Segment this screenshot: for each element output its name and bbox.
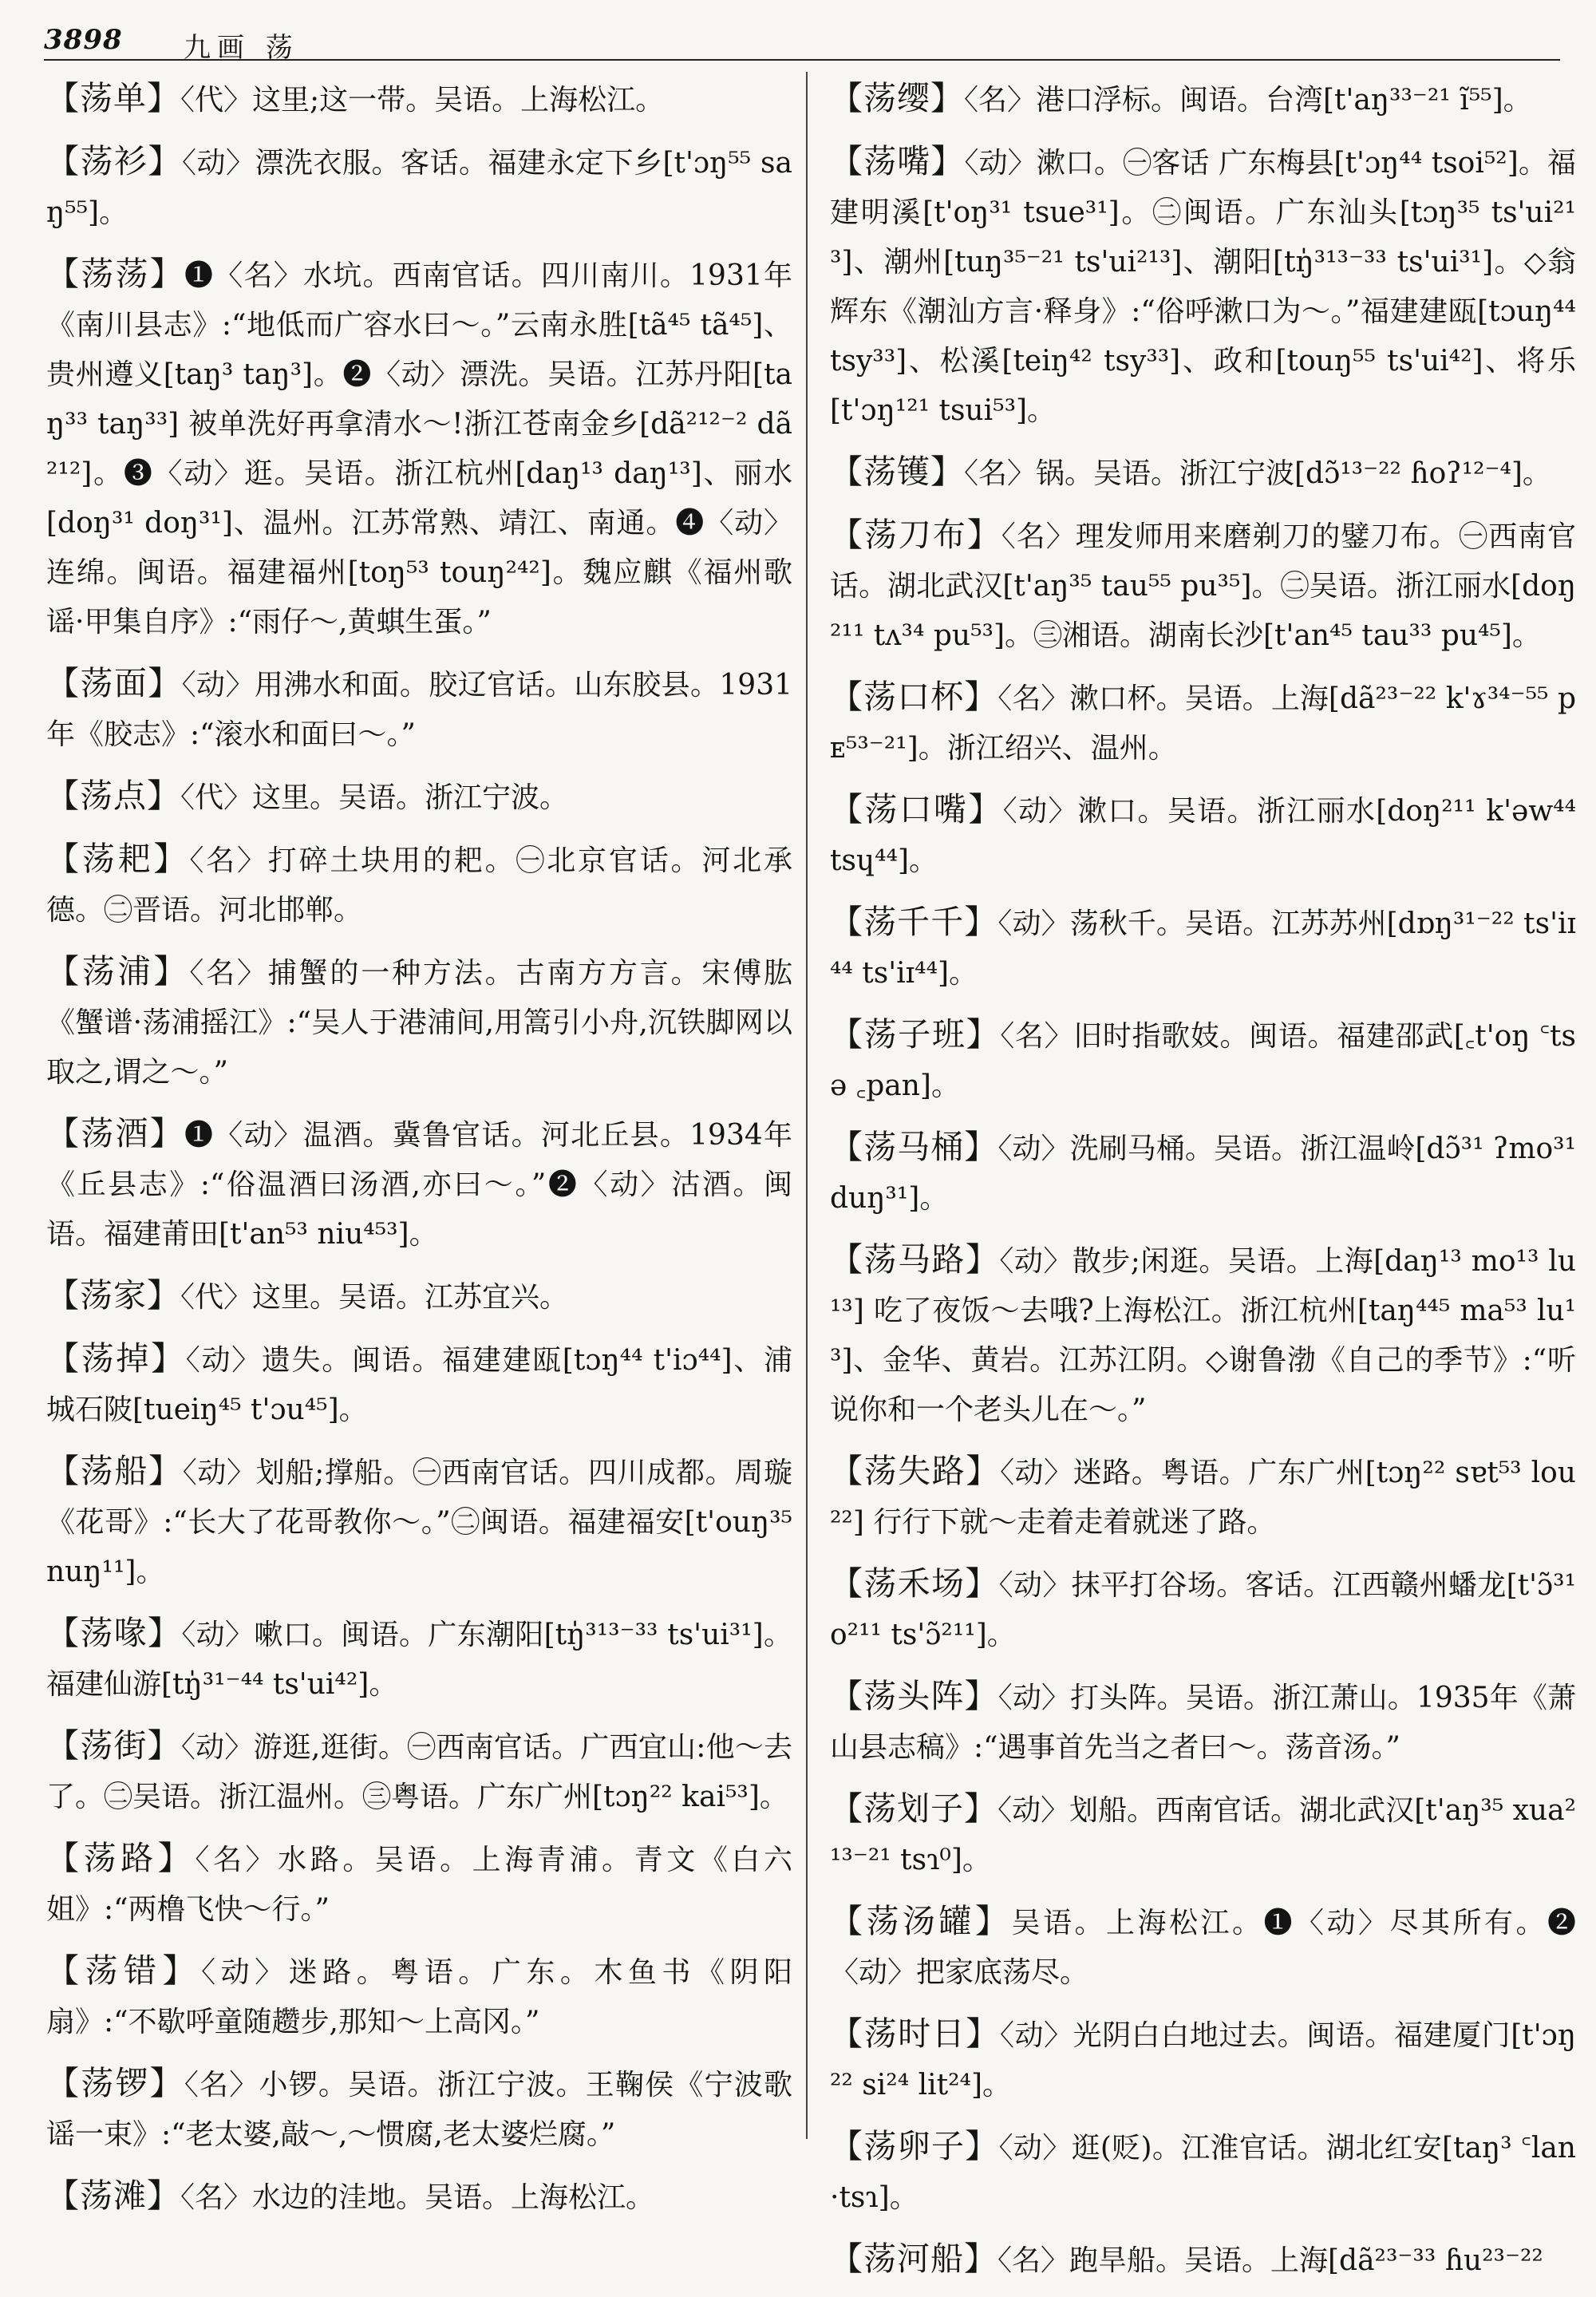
dictionary-entry xyxy=(830,73,1576,125)
dictionary-entry xyxy=(830,897,1576,998)
dictionary-entry xyxy=(46,136,792,238)
dictionary-entry xyxy=(830,1671,1576,1773)
entry-definition: 〈名〉打碎土块用的耙。㊀北京官话。河北承德。㊁晋语。河北邯郸。 xyxy=(46,844,792,927)
dictionary-entry xyxy=(46,1608,792,1710)
entry-definition: 〈名〉水边的洼地。吴语。上海松江。 xyxy=(180,2181,655,2214)
right-column xyxy=(830,73,1576,2297)
entry-definition: 吴语。上海松江。❶〈动〉尽其所有。❷〈动〉把家底荡尽。 xyxy=(830,1907,1576,1989)
dictionary-entry xyxy=(830,136,1576,436)
dictionary-entry xyxy=(830,2234,1576,2286)
entry-definition: 〈动〉打头阵。吴语。浙江萧山。1935年《萧山县志稿》:“遇事首先当之者曰～。荡音汤。” xyxy=(830,1682,1576,1764)
entry-headword: 【荡错】 xyxy=(46,1951,202,1990)
entry-headword: 【荡耙】 xyxy=(46,840,190,878)
dictionary-entry xyxy=(46,834,792,935)
dictionary-entry xyxy=(830,1446,1576,1548)
dictionary-entry xyxy=(46,1721,792,1822)
entry-definition: ❶〈名〉水坑。西南官话。四川南川。1931年《南川县志》:“地低而广容水曰～。”云南永胜[tã⁴⁵ tã⁴⁵]、贵州遵义[taŋ³ taŋ³]。❷〈动〉漂洗。吴语。江苏丹阳[taŋ³³ taŋ³³] 被单洗好再拿清水～!浙江苍南金乡[dã²¹²⁻² dã²¹²]。❸〈动〉逛。吴语。浙江杭州[daŋ¹³ daŋ¹³]、丽水[doŋ³¹ doŋ³¹]、温州。江苏常熟、靖江、南通。❹〈动〉连绵。闽语。福建福州[toŋ⁵³ touŋ²⁴²]。魏应麒《福州歌谣·甲集自序》:“雨仔～,黄蜞生蛋。” xyxy=(46,259,792,638)
entry-headword: 【荡镬】 xyxy=(830,453,964,491)
entry-headword: 【荡头阵】 xyxy=(830,1677,998,1715)
entry-headword: 【荡衫】 xyxy=(46,142,182,180)
entry-definition: ❶〈动〉温酒。冀鲁官话。河北丘县。1934年《丘县志》:“俗温酒曰汤酒,亦曰～。”❷〈动〉沽酒。闽语。福建莆田[t'an⁵³ niu⁴⁵³]。 xyxy=(46,1119,792,1251)
entry-headword: 【荡锣】 xyxy=(46,2064,184,2102)
dictionary-entry xyxy=(830,447,1576,499)
entry-headword: 【荡千千】 xyxy=(830,903,998,941)
dictionary-entry xyxy=(830,672,1576,773)
entry-headword: 【荡汤罐】 xyxy=(830,1902,1012,1940)
entry-headword: 【荡单】 xyxy=(46,79,180,117)
entry-definition: 〈名〉漱口杯。吴语。上海[dã²³⁻²² k'ɤ³⁴⁻⁵⁵ pᴇ⁵³⁻²¹]。浙江绍兴、温州。 xyxy=(830,682,1576,765)
entry-definition: 〈动〉逛(贬)。江淮官话。湖北红安[taŋ³ ꜂lan ·tsɿ]。 xyxy=(830,2132,1576,2214)
entry-headword: 【荡掉】 xyxy=(46,1339,186,1378)
dictionary-entry xyxy=(830,2121,1576,2223)
entry-definition: 〈动〉嗽口。闽语。广东潮阳[tŋ̍³¹³⁻³³ ts'ui³¹]。福建仙游[tŋ̍³¹⁻⁴⁴ ts'ui⁴²]。 xyxy=(46,1619,793,1701)
dictionary-entry xyxy=(46,1109,792,1259)
entry-headword: 【荡划子】 xyxy=(830,1789,998,1828)
dictionary-entry xyxy=(830,2009,1576,2110)
entry-definition: 〈动〉光阴白白地过去。闽语。福建厦门[t'ɔŋ²² si²⁴ lit²⁴]。 xyxy=(830,2019,1577,2101)
entry-headword: 【荡河船】 xyxy=(830,2240,998,2278)
dictionary-entry xyxy=(830,1896,1576,1998)
dictionary-entry xyxy=(46,947,792,1097)
entry-definition: 〈动〉游逛,逛街。㊀西南官话。广西宜山:他～去了。㊁吴语。浙江温州。㊂粤语。广东广州[tɔŋ²² kai⁵³]。 xyxy=(46,1731,793,1813)
dictionary-entry xyxy=(46,1833,792,1935)
entry-definition: 〈名〉港口浮标。闽语。台湾[t'aŋ³³⁻²¹ ĩ⁵⁵]。 xyxy=(964,84,1532,117)
entry-definition: 〈名〉跑旱船。吴语。上海[dã²³⁻³³ ɦu²³⁻²² xyxy=(998,2244,1543,2277)
entry-headword: 【荡失路】 xyxy=(830,1452,1000,1490)
entry-headword: 【荡口嘴】 xyxy=(830,790,1003,828)
entry-definition: 〈代〉这里。吴语。浙江宁波。 xyxy=(180,781,569,814)
dictionary-entry xyxy=(830,510,1576,661)
entry-definition: 〈名〉理发师用来磨剃刀的鐾刀布。㊀西南官话。湖北武汉[t'aŋ³⁵ tau⁵⁵ pu³⁵]。㊁吴语。浙江丽水[doŋ²¹¹ tʌ³⁴ pu⁵³]。㊂湘语。湖南长沙[t'an⁴⁵ tau³³ pu⁴⁵]。 xyxy=(830,520,1576,652)
entry-definition: 〈动〉迷路。粤语。广东广州[tɔŋ²² sɐt⁵³ lou²²] 行行下就～走着走着就迷了路。 xyxy=(830,1457,1576,1539)
dictionary-entry xyxy=(46,1446,792,1597)
dictionary-entry xyxy=(46,2171,792,2223)
entry-definition: 〈名〉锅。吴语。浙江宁波[dɔ̃¹³⁻²² ɦoʔ¹²⁻⁴]。 xyxy=(964,457,1551,490)
entry-definition: 〈名〉小锣。吴语。浙江宁波。王鞠侯《宁波歌谣一束》:“老太婆,敲～,～惯腐,老太婆烂腐。” xyxy=(46,2069,792,2151)
entry-definition: 〈动〉用沸水和面。胶辽官话。山东胶县。1931年《胶志》:“滚水和面曰～。” xyxy=(46,669,793,751)
page-header xyxy=(44,21,1560,64)
dictionary-entry xyxy=(46,1946,792,2047)
dictionary-entry xyxy=(830,1122,1576,1224)
entry-headword: 【荡酒】 xyxy=(46,1114,184,1152)
entry-definition: 〈动〉荡秋千。吴语。江苏苏州[dɒŋ³¹⁻²² ts'iɪ⁴⁴ ts'iɪ⁴⁴]。 xyxy=(830,907,1577,990)
entry-headword: 【荡刀布】 xyxy=(830,516,1001,554)
entry-definition: 〈动〉漱口。吴语。浙江丽水[doŋ²¹¹ k'əw⁴⁴ tsɥ⁴⁴]。 xyxy=(830,795,1577,877)
entry-headword: 【荡口杯】 xyxy=(830,678,998,716)
dictionary-entry xyxy=(46,771,792,823)
entry-headword: 【荡时日】 xyxy=(830,2014,1000,2053)
dictionary-entry xyxy=(46,73,792,125)
dictionary-entry xyxy=(46,1271,792,1322)
entry-definition: 〈动〉抹平打谷场。客话。江西赣州蟠龙[t'ɔ̃³¹ o²¹¹ ts'ɔ̃²¹¹]。 xyxy=(830,1569,1577,1651)
entry-headword: 【荡马路】 xyxy=(830,1240,1000,1279)
entry-headword: 【荡滩】 xyxy=(46,2176,180,2215)
entry-headword: 【荡面】 xyxy=(46,664,182,702)
entry-definition: 〈动〉迷路。粤语。广东。木鱼书《阴阳扇》:“不歇呼童随趱步,那知～上高冈。” xyxy=(46,1956,792,2038)
entry-definition: 〈动〉划船;撑船。㊀西南官话。四川成都。周璇《花哥》:“长大了花哥教你～。”㊁闽语。福建福安[t'ouŋ³⁵ nuŋ¹¹]。 xyxy=(46,1457,792,1588)
page-number: 3898 xyxy=(44,24,123,56)
entry-headword: 【荡子班】 xyxy=(830,1015,1001,1054)
entry-definition: 〈动〉划船。西南官话。湖北武汉[t'aŋ³⁵ xua²¹³⁻²¹ tsɿ⁰]。 xyxy=(830,1794,1576,1876)
entry-headword: 【荡禾场】 xyxy=(830,1564,999,1603)
entry-definition: 〈名〉旧时指歌妓。闽语。福建邵武[꜀t'oŋ ꜂tsə ꜀pan]。 xyxy=(830,1020,1576,1102)
column-divider xyxy=(806,72,808,2139)
section-title: 九画 荡 xyxy=(184,32,299,64)
entry-definition: 〈动〉漂洗衣服。客话。福建永定下乡[t'ɔŋ⁵⁵ saŋ⁵⁵]。 xyxy=(46,147,792,229)
left-column xyxy=(46,73,792,2234)
entry-headword: 【荡缨】 xyxy=(830,79,964,117)
dictionary-entry xyxy=(830,1235,1576,1435)
entry-headword: 【荡路】 xyxy=(46,1839,196,1877)
dictionary-entry xyxy=(46,249,792,647)
entry-headword: 【荡家】 xyxy=(46,1276,180,1315)
dictionary-entry xyxy=(46,2058,792,2160)
dictionary-entry xyxy=(46,658,792,760)
entry-headword: 【荡荡】 xyxy=(46,255,184,293)
entry-definition: 〈名〉水路。吴语。上海青浦。青文《白六姐》:“两橹飞快～行。” xyxy=(46,1844,792,1926)
dictionary-entry xyxy=(830,1559,1576,1660)
entry-headword: 【荡船】 xyxy=(46,1452,183,1490)
entry-headword: 【荡喙】 xyxy=(46,1614,182,1652)
dictionary-entry xyxy=(830,1784,1576,1885)
entry-headword: 【荡嘴】 xyxy=(830,142,965,180)
dictionary-entry xyxy=(46,1334,792,1435)
dictionary-entry xyxy=(830,785,1576,886)
entry-definition: 〈动〉遗失。闽语。福建建瓯[tɔŋ⁴⁴ t'iɔ⁴⁴]、浦城石陂[tueiŋ⁴⁵ t'ɔu⁴⁵]。 xyxy=(46,1344,792,1426)
entry-headword: 【荡点】 xyxy=(46,777,180,815)
entry-headword: 【荡马桶】 xyxy=(830,1128,998,1166)
entry-headword: 【荡浦】 xyxy=(46,952,190,990)
entry-definition: 〈名〉捕蟹的一种方法。古南方方言。宋傅肱《蟹谱·荡浦摇江》:“吴人于港浦间,用篙引小舟,沉铁脚网以取之,谓之～。” xyxy=(46,957,792,1089)
entry-headword: 【荡卵子】 xyxy=(830,2127,999,2165)
entry-definition: 〈动〉散步;闲逛。吴语。上海[daŋ¹³ mo¹³ lu¹³] 吃了夜饭～去哦?上海松江。浙江杭州[taŋ⁴⁴⁵ ma⁵³ lu¹³]、金华、黄岩。江苏江阴。◇谢鲁渤《自己的季节》:“听说你和一个老头儿在～。” xyxy=(830,1245,1577,1426)
entry-definition: 〈动〉洗刷马桶。吴语。浙江温岭[dɔ̃³¹ ʔmo³¹ duŋ³¹]。 xyxy=(830,1133,1576,1215)
entry-definition: 〈代〉这里。吴语。江苏宜兴。 xyxy=(180,1281,569,1314)
entry-definition: 〈代〉这里;这一带。吴语。上海松江。 xyxy=(180,84,665,117)
dictionary-entry xyxy=(830,1010,1576,1111)
entry-headword: 【荡街】 xyxy=(46,1726,181,1765)
entry-definition: 〈动〉漱口。㊀客话 广东梅县[t'ɔŋ⁴⁴ tsoi⁵²]。福建明溪[t'oŋ³¹ tsue³¹]。㊁闽语。广东汕头[tɔŋ³⁵ ts'ui²¹³]、潮州[tuŋ³⁵⁻²¹ ts'ui²¹³]、潮阳[tŋ̍³¹³⁻³³ ts'ui³¹]。◇翁辉东《潮汕方言·释身》:“俗呼漱口为～。”福建建瓯[tɔuŋ⁴⁴ tsy³³]、松溪[teiŋ⁴² tsy³³]、政和[touŋ⁵⁵ ts'ui⁴²]、将乐[t'ɔŋ¹²¹ tsui⁵³]。 xyxy=(830,147,1576,427)
